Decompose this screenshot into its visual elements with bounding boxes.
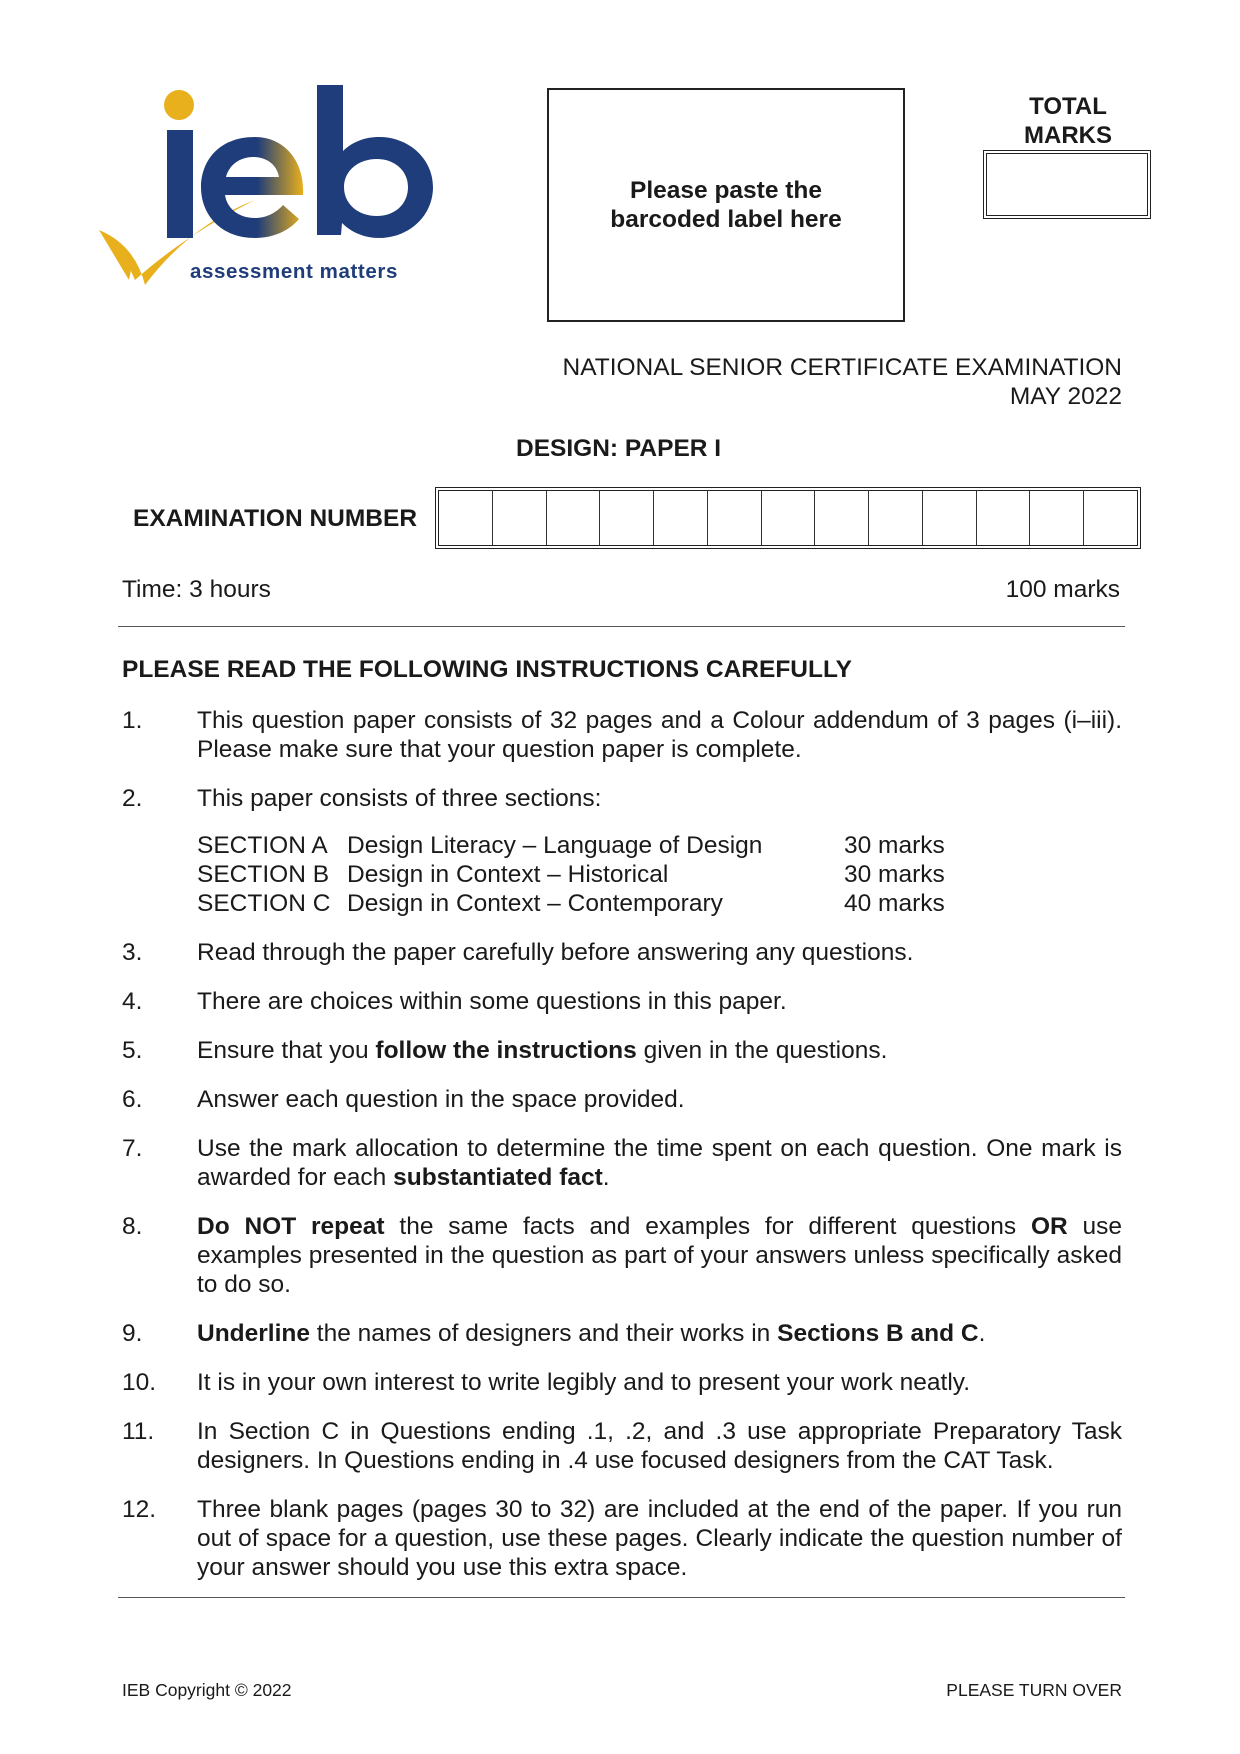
instruction-item bbox=[122, 1134, 1122, 1192]
total-marks-value: 100 marks bbox=[1005, 576, 1120, 603]
instruction-text-part: the same facts and examples for different questions bbox=[384, 1213, 1031, 1240]
examination-number-cell[interactable] bbox=[762, 491, 816, 545]
instruction-text-part: Three blank pages (pages 30 to 32) are included at the end of the paper. If you run out of space for a question, use these pages. Clearly indicate the question number of your answer should you use this extra space. bbox=[197, 1496, 1122, 1581]
instruction-text bbox=[197, 706, 1122, 764]
examination-number-grid bbox=[435, 487, 1141, 549]
instruction-item bbox=[122, 1417, 1122, 1475]
section-code: SECTION B bbox=[197, 861, 330, 888]
instruction-item bbox=[122, 1368, 1122, 1397]
section-code: SECTION A bbox=[197, 832, 328, 859]
section-marks: 30 marks bbox=[844, 832, 945, 859]
instruction-emphasis: Underline bbox=[197, 1320, 310, 1347]
instruction-item bbox=[122, 938, 1122, 967]
barcode-label-text: Please paste the barcoded label here bbox=[610, 177, 842, 233]
paper-title: DESIGN: PAPER I bbox=[516, 435, 722, 462]
examination-number-cell[interactable] bbox=[1084, 491, 1137, 545]
instruction-number: 4. bbox=[122, 988, 143, 1015]
section-title: Design Literacy – Language of Design bbox=[347, 832, 763, 859]
instruction-text-part: This paper consists of three sections: bbox=[197, 785, 602, 812]
examination-number-cell[interactable] bbox=[923, 491, 977, 545]
instruction-number: 7. bbox=[122, 1135, 143, 1162]
instruction-number: 11. bbox=[122, 1418, 155, 1445]
examination-number-cell[interactable] bbox=[708, 491, 762, 545]
exam-title-line2: MAY 2022 bbox=[1009, 383, 1122, 410]
footer-turn-over: PLEASE TURN OVER bbox=[946, 1680, 1122, 1700]
instruction-number: 10. bbox=[122, 1369, 157, 1396]
instruction-text bbox=[197, 1134, 1122, 1192]
total-marks-label bbox=[978, 92, 1158, 150]
instruction-emphasis: OR bbox=[1030, 1213, 1068, 1240]
examination-number-cell[interactable] bbox=[977, 491, 1031, 545]
instruction-text-part: . bbox=[978, 1320, 986, 1347]
examination-number-cell[interactable] bbox=[869, 491, 923, 545]
total-marks-box[interactable] bbox=[983, 150, 1151, 219]
instruction-text-part: This question paper consists of 32 pages and a Colour addendum of 3 pages (i–iii). Please make sure that your question paper is complete. bbox=[197, 707, 1122, 763]
instruction-text-part: Answer each question in the space provided. bbox=[197, 1086, 685, 1113]
instruction-emphasis: Do NOT repeat bbox=[197, 1213, 385, 1240]
instruction-item bbox=[122, 1036, 1122, 1065]
instruction-text bbox=[197, 1495, 1122, 1582]
examination-number-label: EXAMINATION NUMBER bbox=[133, 505, 418, 532]
instruction-item bbox=[122, 1495, 1122, 1582]
section-row bbox=[197, 860, 1122, 889]
examination-number-cell[interactable] bbox=[654, 491, 708, 545]
section-row bbox=[197, 889, 1122, 918]
instruction-text-part: In Section C in Questions ending .1, .2, and .3 use appropriate Preparatory Task designers. In Questions ending in .4 use focused designers from the CAT Task. bbox=[197, 1418, 1122, 1474]
examination-number-cell[interactable] bbox=[600, 491, 654, 545]
examination-number-cell[interactable] bbox=[493, 491, 547, 545]
instruction-emphasis: Sections B and C bbox=[777, 1320, 979, 1347]
instruction-text-part: Ensure that you bbox=[197, 1037, 376, 1064]
examination-number-cell[interactable] bbox=[815, 491, 869, 545]
divider-bottom bbox=[118, 1597, 1125, 1598]
instruction-text bbox=[197, 938, 1122, 967]
instruction-text bbox=[197, 1319, 1122, 1348]
exam-title bbox=[563, 353, 1122, 411]
instruction-text-part: There are choices within some questions in this paper. bbox=[197, 988, 787, 1015]
barcode-label-box bbox=[547, 88, 905, 322]
instruction-text bbox=[197, 1085, 1122, 1114]
instruction-text bbox=[197, 987, 1122, 1016]
total-marks-label-line2: MARKS bbox=[1024, 122, 1112, 149]
instruction-number: 5. bbox=[122, 1037, 143, 1064]
instruction-number: 12. bbox=[122, 1496, 157, 1523]
instruction-emphasis: follow the instructions bbox=[375, 1037, 637, 1064]
instruction-number: 9. bbox=[122, 1320, 143, 1347]
instruction-number: 1. bbox=[122, 707, 143, 734]
instruction-number: 6. bbox=[122, 1086, 143, 1113]
instruction-text bbox=[197, 1368, 1122, 1397]
instructions-list bbox=[122, 706, 1122, 1602]
examination-number-cell[interactable] bbox=[439, 491, 493, 545]
instruction-item bbox=[122, 784, 1122, 918]
section-code: SECTION C bbox=[197, 890, 331, 917]
examination-number-cell[interactable] bbox=[1030, 491, 1084, 545]
sections-table bbox=[197, 831, 1122, 918]
total-marks-label-line1: TOTAL bbox=[1029, 93, 1107, 120]
instruction-text-part: . bbox=[602, 1164, 610, 1191]
instruction-text bbox=[197, 1212, 1122, 1299]
instruction-text-part: It is in your own interest to write legibly and to present your work neatly. bbox=[197, 1369, 971, 1396]
instruction-text-part: the names of designers and their works in bbox=[310, 1320, 778, 1347]
instruction-item bbox=[122, 1212, 1122, 1299]
section-row bbox=[197, 831, 1122, 860]
instruction-text bbox=[197, 1036, 1122, 1065]
logo-tagline: assessment matters bbox=[190, 260, 398, 283]
section-marks: 30 marks bbox=[844, 861, 945, 888]
section-title: Design in Context – Contemporary bbox=[347, 890, 723, 917]
section-marks: 40 marks bbox=[844, 890, 945, 917]
instruction-item bbox=[122, 706, 1122, 764]
instruction-text bbox=[197, 784, 1122, 813]
instruction-number: 2. bbox=[122, 785, 143, 812]
instruction-text-part: Read through the paper carefully before answering any questions. bbox=[197, 939, 914, 966]
instruction-item bbox=[122, 1085, 1122, 1114]
instruction-text-part: use examples presented in the question as part of your answers unless specifically asked to do so. bbox=[197, 1213, 1123, 1298]
footer-copyright: IEB Copyright © 2022 bbox=[122, 1680, 292, 1700]
instruction-item bbox=[122, 1319, 1122, 1348]
section-title: Design in Context – Historical bbox=[347, 861, 669, 888]
divider-top bbox=[118, 626, 1125, 627]
instruction-text-part: Use the mark allocation to determine the time spent on each question. One mark is awarded for each bbox=[197, 1135, 1122, 1191]
time-allowed: Time: 3 hours bbox=[122, 576, 271, 603]
instruction-text-part: given in the questions. bbox=[636, 1037, 888, 1064]
instruction-item bbox=[122, 987, 1122, 1016]
examination-number-cell[interactable] bbox=[547, 491, 601, 545]
logo-dot-icon bbox=[164, 90, 194, 120]
instruction-number: 8. bbox=[122, 1213, 143, 1240]
exam-title-line1: NATIONAL SENIOR CERTIFICATE EXAMINATION bbox=[562, 354, 1122, 381]
instructions-heading: PLEASE READ THE FOLLOWING INSTRUCTIONS CAREFULLY bbox=[122, 656, 853, 683]
instruction-number: 3. bbox=[122, 939, 143, 966]
instruction-text bbox=[197, 1417, 1122, 1475]
instruction-emphasis: substantiated fact bbox=[393, 1164, 603, 1191]
